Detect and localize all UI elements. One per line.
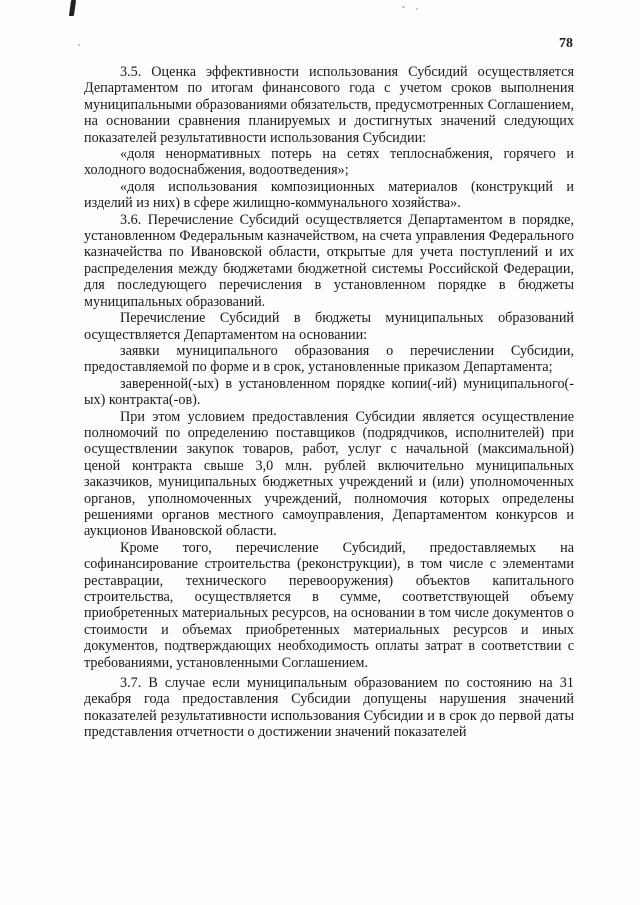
paragraph-3-5: 3.5. Оценка эффективности использования Субсидий осуществляется Департаментом по итогам финансового года с учетом сроков выполнения муниципальными образованиями обязательств, предусмотренных Соглашением, на основании сравнения планируемых и достигнутых значений следующих показателей результативности использования Субсидии: (84, 64, 574, 146)
paragraph-condition: При этом условием предоставления Субсидии является осуществление полномочий по определению поставщиков (подрядчиков, исполнителей) при осуществлении закупок товаров, работ, услуг с начальной (максимальной) ценой контракта свыше 3,0 млн. рублей включительно муниципальных заказчиков, муниципальных бюджетных учреждений и (или) уполномоченных органов, уполномоченных учреждений, полномочия которых определены решениями органов местного самоуправления, Департаментом конкурсов и аукционов Ивановской области. (84, 408, 574, 540)
page-number: 78 (559, 36, 573, 51)
paragraph-contract-copies: заверенной(-ых) в установленном порядке копии(-ий) муниципального(-ых) контракта(-ов). (84, 375, 574, 409)
paragraph-3-7: 3.7. В случае если муниципальным образованием по состоянию на 31 декабря года предоставления Субсидии допущены нарушения значений показателей результативности использования Субсидии и в срок до первой даты представления отчетности о достижении значений показателей (84, 675, 574, 741)
scan-speck (78, 44, 80, 46)
paragraph-3-6: 3.6. Перечисление Субсидий осуществляется Департаментом в порядке, установленном Федеральным казначейством, на счета управления Федерального казначейства по Ивановской области, открытые для учета поступлений и их распределения между бюджетами бюджетной системы Российской Федерации, для последующего перечисления в установленном порядке в бюджеты муниципальных образований. (84, 211, 574, 310)
scan-speck (416, 8, 418, 10)
paragraph-indicator-materials: «доля использования композиционных материалов (конструкций и изделий из них) в сфере жилищно-коммунального хозяйства». (84, 178, 574, 212)
paragraph-cofinancing: Кроме того, перечисление Субсидий, предоставляемых на софинансирование строительства (реконструкции), в том числе с элементами реставрации, технического перевооружения) объектов капитального строительства, осуществляется в сумме, соответствующей объему приобретенных материальных ресурсов, на основании в том числе документов о стоимости и объемах приобретенных материальных ресурсов и иных документов, подтверждающих необходимость оплаты затрат в соответствии с требованиями, установленными Соглашением. (84, 539, 574, 671)
scan-speck (402, 6, 405, 8)
paragraph-application: заявки муниципального образования о перечислении Субсидии, предоставляемой по форме и в срок, установленные приказом Департамента; (84, 342, 574, 376)
paragraph-transfer-basis: Перечисление Субсидий в бюджеты муниципальных образований осуществляется Департаментом на основании: (84, 310, 574, 343)
paragraph-indicator-losses: «доля ненормативных потерь на сетях теплоснабжения, горячего и холодного водоснабжения, водоотведения»; (84, 146, 574, 179)
scan-artifact-mark (69, 0, 76, 16)
document-body (84, 64, 574, 741)
